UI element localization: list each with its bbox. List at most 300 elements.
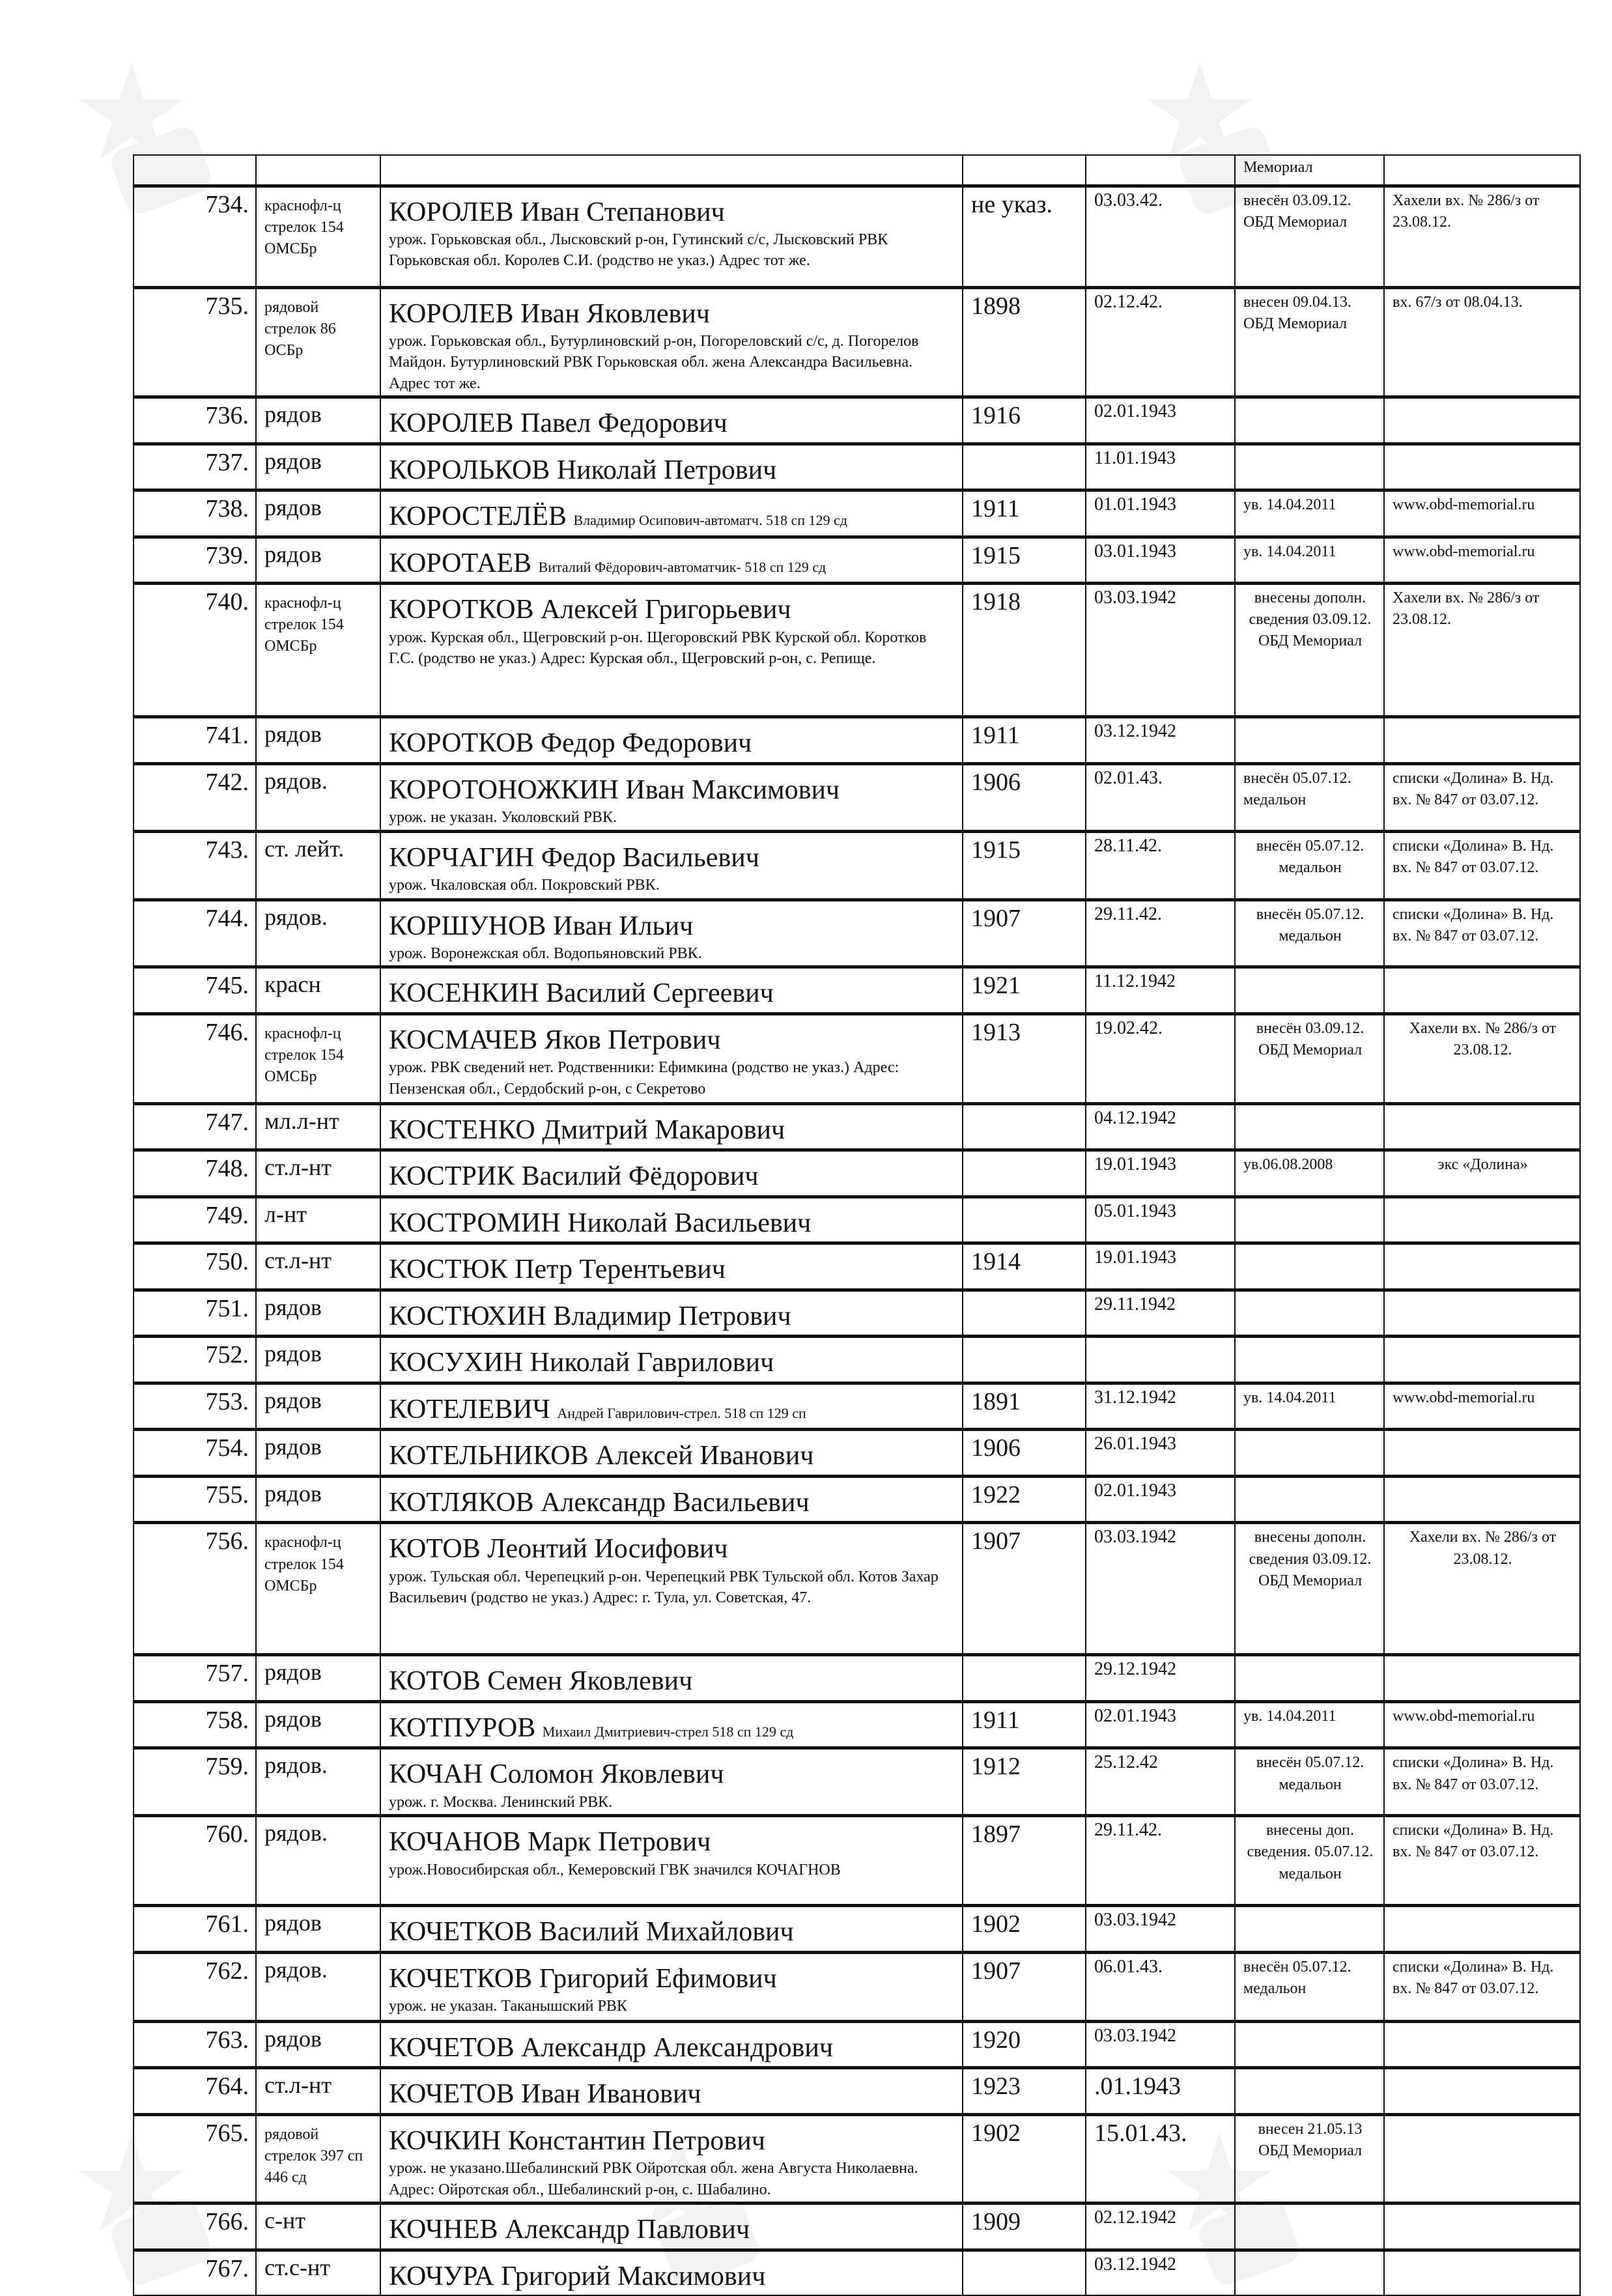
death-date: 11.01.1943 xyxy=(1094,447,1176,468)
table-row xyxy=(134,1523,1580,1655)
given-names: Василий Сергеевич xyxy=(546,978,774,1009)
cell-name xyxy=(380,2250,963,2295)
cell-note xyxy=(1235,1383,1384,1430)
cell-rank xyxy=(256,287,380,397)
surname: КОРОТКОВ xyxy=(389,595,534,625)
given-names: Яков Петрович xyxy=(544,1025,721,1055)
cell-source xyxy=(1384,900,1580,967)
given-names: Николай Васильевич xyxy=(567,1208,812,1238)
cell-year xyxy=(963,1103,1086,1150)
registration-note: ув. 14.04.2011 xyxy=(1243,1707,1336,1725)
cell-name xyxy=(380,831,963,900)
cell-note xyxy=(1235,1197,1384,1243)
cell-note xyxy=(1235,763,1384,831)
cell-source xyxy=(1384,584,1580,717)
surname: КОРОЛЬКОВ xyxy=(389,455,550,485)
full-name xyxy=(389,1957,955,1996)
full-name xyxy=(389,1387,955,1427)
source-reference: списки «Долина» В. Нд. вх. № 847 от 03.07.12. xyxy=(1393,837,1554,876)
cell-year xyxy=(963,584,1086,717)
death-date: 19.02.42. xyxy=(1094,1017,1163,1038)
death-date: 02.01.1943 xyxy=(1094,1705,1176,1726)
cell-name xyxy=(380,717,963,764)
full-name xyxy=(389,1481,955,1520)
cell-num xyxy=(134,2114,256,2203)
cell-rank xyxy=(256,763,380,831)
cell-note xyxy=(1235,1906,1384,1953)
rank-text: л-нт xyxy=(264,1200,307,1227)
birth-details: урож.Новосибирская обл., Кемеровский ГВК значился КОЧАГНОВ xyxy=(389,1861,841,1878)
cell-num xyxy=(134,444,256,490)
cell-rank xyxy=(256,1383,380,1430)
registration-note: ув.06.08.2008 xyxy=(1243,1156,1333,1174)
full-name xyxy=(389,1752,955,1792)
given-names: Алексей Иванович xyxy=(595,1441,814,1471)
registration-note: ув. 14.04.2011 xyxy=(1243,496,1336,514)
full-name xyxy=(389,2207,955,2247)
table-row xyxy=(134,1150,1580,1197)
birth-details: урож. не указан. Уколовский РВК. xyxy=(389,809,617,827)
death-date: 03.12.1942 xyxy=(1094,2254,1176,2275)
cell-name xyxy=(380,1952,963,2021)
table-row xyxy=(134,2204,1580,2250)
surname: КОСТЕНКО xyxy=(389,1114,535,1145)
cell-note xyxy=(1235,2021,1384,2068)
death-date: 03.03.1942 xyxy=(1094,588,1176,608)
full-name xyxy=(389,1910,955,1949)
full-name xyxy=(389,292,955,332)
birth-year: 1911 xyxy=(971,495,1020,523)
cell-num xyxy=(134,1103,256,1150)
full-name xyxy=(389,1018,955,1058)
registration-note: ув. 14.04.2011 xyxy=(1243,543,1336,560)
cell-num xyxy=(134,1430,256,1477)
cell-name xyxy=(380,397,963,444)
cell-date xyxy=(1086,1150,1235,1197)
cell-rank xyxy=(256,2021,380,2068)
death-date: 03.03.1942 xyxy=(1094,1527,1176,1548)
birth-year: 1891 xyxy=(971,1387,1021,1415)
cell-name xyxy=(380,763,963,831)
cell-note xyxy=(1235,186,1384,287)
cell-note xyxy=(1235,490,1384,537)
cell-year xyxy=(963,1952,1086,2021)
registration-note: внесены дополн. сведения 03.09.12. ОБД Мемориал xyxy=(1249,589,1372,650)
cell-date xyxy=(1086,1523,1235,1655)
record-number: 759. xyxy=(205,1753,249,1781)
record-number: 747. xyxy=(205,1108,249,1136)
birth-year: 1923 xyxy=(971,2073,1021,2101)
cell-name xyxy=(380,1150,963,1197)
table-row xyxy=(134,1906,1580,1953)
cell-num xyxy=(134,584,256,717)
death-date: 31.12.1942 xyxy=(1094,1387,1176,1408)
cell-source xyxy=(1384,831,1580,900)
death-date: 02.01.1943 xyxy=(1094,1480,1176,1501)
cell-name xyxy=(380,537,963,584)
rank-text: рядов. xyxy=(264,1820,328,1847)
source-reference: Хахели вх. № 286/з от 23.08.12. xyxy=(1409,1019,1557,1059)
cell-date xyxy=(1086,1383,1235,1430)
cell-source xyxy=(1384,1952,1580,2021)
given-names: Федор Федорович xyxy=(540,728,752,759)
surname: КОРОЛЕВ xyxy=(389,408,514,439)
surname: КОТЛЯКОВ xyxy=(389,1487,534,1518)
birth-year: 1911 xyxy=(971,722,1020,750)
full-name xyxy=(389,2119,955,2159)
surname: КОЧНЕВ xyxy=(389,2215,498,2245)
rank-text: рядов xyxy=(264,447,322,474)
record-number: 753. xyxy=(205,1387,249,1415)
given-names: Григорий Максимович xyxy=(501,2261,766,2291)
cell-rank xyxy=(256,1197,380,1243)
cell-name xyxy=(380,1523,963,1655)
birth-year: 1912 xyxy=(971,1753,1021,1781)
cell-date xyxy=(1086,155,1235,186)
surname: КОТОВ xyxy=(389,1666,481,1697)
death-date: 02.12.42. xyxy=(1094,291,1163,312)
birth-details: урож. Курская обл., Щегровский р-он. Щегоровский РВК Курской обл. Коротков Г.С. (родство не указ.) Адрес: Курская обл., Щегровский р-он, с. Репище. xyxy=(389,629,927,668)
full-name xyxy=(389,836,955,875)
cell-note xyxy=(1235,717,1384,764)
cell-num xyxy=(134,1337,256,1383)
cell-source xyxy=(1384,155,1580,186)
birth-details: урож. Тульская обл. Черепецкий р-он. Черепецкий РВК Тульской обл. Котов Захар Васильевич (родство не указ.) Адрес: г. Тула, ул. Советская, 47. xyxy=(389,1568,939,1607)
note-text: Мемориал xyxy=(1243,159,1313,176)
cell-rank xyxy=(256,1337,380,1383)
surname: КОТЕЛЕВИЧ xyxy=(389,1394,550,1424)
birth-year: 1920 xyxy=(971,2026,1021,2054)
cell-date xyxy=(1086,2114,1235,2203)
source-reference: списки «Долина» В. Нд. вх. № 847 от 03.07.12. xyxy=(1393,905,1554,944)
rank-text: рядов xyxy=(264,541,322,567)
given-names: Соломон Яковлевич xyxy=(489,1759,724,1790)
cell-name xyxy=(380,1383,963,1430)
cell-num xyxy=(134,1476,256,1523)
cell-year xyxy=(963,1655,1086,1702)
full-name xyxy=(389,1820,955,1860)
table-row xyxy=(134,1197,1580,1243)
cell-year xyxy=(963,1701,1086,1748)
record-number: 752. xyxy=(205,1341,249,1369)
cell-num xyxy=(134,1655,256,1702)
cell-note xyxy=(1235,1523,1384,1655)
cell-num xyxy=(134,1197,256,1243)
cell-name xyxy=(380,967,963,1014)
cell-note xyxy=(1235,2068,1384,2115)
registration-note: внесён 05.07.12. медальон xyxy=(1243,769,1351,808)
cell-rank xyxy=(256,1476,380,1523)
cell-date xyxy=(1086,967,1235,1014)
cell-year xyxy=(963,1523,1086,1655)
rank-text: рядов. xyxy=(264,903,328,930)
full-name xyxy=(389,1659,955,1699)
table-row xyxy=(134,584,1580,717)
full-name xyxy=(389,1247,955,1287)
cell-note xyxy=(1235,1150,1384,1197)
source-reference: www.obd-memorial.ru xyxy=(1393,543,1535,560)
full-name xyxy=(389,971,955,1011)
cell-note xyxy=(1235,1748,1384,1816)
given-names: Константин Петрович xyxy=(507,2125,765,2156)
full-name xyxy=(389,190,955,230)
cell-num xyxy=(134,186,256,287)
cell-year xyxy=(963,1337,1086,1383)
table-row xyxy=(134,444,1580,490)
record-number: 737. xyxy=(205,448,249,476)
cell-rank xyxy=(256,2250,380,2295)
cell-source xyxy=(1384,1655,1580,1702)
cell-source xyxy=(1384,1523,1580,1655)
birth-year: 1913 xyxy=(971,1018,1021,1046)
given-names: Дмитрий Макарович xyxy=(542,1114,785,1145)
birth-year: 1911 xyxy=(971,1706,1020,1734)
table-row xyxy=(134,287,1580,397)
record-number: 735. xyxy=(205,292,249,320)
cell-rank xyxy=(256,1243,380,1290)
cell-source xyxy=(1384,1290,1580,1337)
full-name xyxy=(389,1294,955,1334)
birth-details: урож. не указан. Таканышский РВК xyxy=(389,1998,627,2015)
cell-source xyxy=(1384,967,1580,1014)
full-name xyxy=(389,721,955,761)
death-date: 03.12.1942 xyxy=(1094,721,1176,742)
rank-text: краснофл-ц стрелок 154 ОМСБр xyxy=(264,595,344,655)
source-reference: экс «Долина» xyxy=(1437,1156,1528,1174)
cell-year xyxy=(963,1383,1086,1430)
record-number: 764. xyxy=(205,2073,249,2101)
cell-name xyxy=(380,2068,963,2115)
cell-date xyxy=(1086,1816,1235,1906)
cell-note xyxy=(1235,831,1384,900)
continuation-row xyxy=(134,155,1580,186)
death-date: 04.12.1942 xyxy=(1094,1107,1176,1128)
surname: КОЧАНОВ xyxy=(389,1827,521,1858)
record-number: 740. xyxy=(205,588,249,616)
cell-date xyxy=(1086,831,1235,900)
cell-date xyxy=(1086,1103,1235,1150)
rank-text: с-нт xyxy=(264,2207,305,2234)
cell-source xyxy=(1384,397,1580,444)
cell-note xyxy=(1235,287,1384,397)
surname: КОСМАЧЕВ xyxy=(389,1025,538,1055)
record-number: 742. xyxy=(205,768,249,796)
registration-note: внесён 05.07.12. медальон xyxy=(1256,837,1365,876)
given-names: Иван Степанович xyxy=(520,197,725,227)
full-name xyxy=(389,1527,955,1566)
memorial-register-table xyxy=(133,154,1581,2296)
rank-text: рядов xyxy=(264,1659,322,1686)
registration-note: внесён 05.07.12. медальон xyxy=(1256,905,1365,944)
cell-num xyxy=(134,1290,256,1337)
cell-note xyxy=(1235,1337,1384,1383)
cell-year xyxy=(963,2204,1086,2250)
cell-source xyxy=(1384,537,1580,584)
source-reference: www.obd-memorial.ru xyxy=(1393,1707,1535,1725)
full-name xyxy=(389,2254,955,2294)
birth-year: 1898 xyxy=(971,292,1021,320)
surname: КОТОВ xyxy=(389,1534,481,1565)
cell-num xyxy=(134,763,256,831)
cell-name xyxy=(380,1816,963,1906)
cell-year xyxy=(963,287,1086,397)
cell-date xyxy=(1086,397,1235,444)
cell-rank xyxy=(256,1952,380,2021)
table-row xyxy=(134,1290,1580,1337)
cell-date xyxy=(1086,2204,1235,2250)
cell-note xyxy=(1235,397,1384,444)
record-number: 755. xyxy=(205,1481,249,1509)
birth-year: 1921 xyxy=(971,972,1021,1000)
given-names: Павел Федорович xyxy=(520,408,728,439)
table-row xyxy=(134,2250,1580,2295)
given-names: Александр Александрович xyxy=(521,2032,833,2063)
record-number: 760. xyxy=(205,1821,249,1849)
cell-date xyxy=(1086,1952,1235,2021)
record-number: 757. xyxy=(205,1660,249,1688)
cell-note xyxy=(1235,967,1384,1014)
record-number: 741. xyxy=(205,722,249,750)
surname: КОРОТАЕВ xyxy=(389,548,532,578)
cell-year xyxy=(963,1197,1086,1243)
table-row xyxy=(134,1103,1580,1150)
cell-source xyxy=(1384,2204,1580,2250)
death-date: 19.01.1943 xyxy=(1094,1247,1176,1268)
given-names: Леонтий Иосифович xyxy=(487,1534,728,1565)
name-subtext: Виталий Фёдорович-автоматчик- 518 сп 129 сд xyxy=(538,558,827,575)
cell-num xyxy=(134,967,256,1014)
cell-year xyxy=(963,2250,1086,2295)
birth-year: 1918 xyxy=(971,588,1021,616)
record-number: 745. xyxy=(205,972,249,1000)
record-number: 758. xyxy=(205,1706,249,1734)
given-names: Семен Яковлевич xyxy=(487,1666,693,1697)
cell-source xyxy=(1384,1430,1580,1477)
rank-text: краснофл-ц стрелок 154 ОМСБр xyxy=(264,197,344,257)
cell-date xyxy=(1086,2021,1235,2068)
cell-rank xyxy=(256,1430,380,1477)
cell-note xyxy=(1235,1243,1384,1290)
surname: КОСТРИК xyxy=(389,1161,515,1192)
death-date: 29.11.42. xyxy=(1094,1820,1162,1841)
cell-name xyxy=(380,1655,963,1702)
cell-name xyxy=(380,1430,963,1477)
cell-year xyxy=(963,186,1086,287)
record-number: 734. xyxy=(205,190,249,218)
cell-date xyxy=(1086,1476,1235,1523)
given-names: Иван Ильич xyxy=(552,911,694,941)
birth-year: 1907 xyxy=(971,1957,1021,1985)
table-row xyxy=(134,967,1580,1014)
cell-note xyxy=(1235,1816,1384,1906)
cell-date xyxy=(1086,2250,1235,2295)
cell-name xyxy=(380,1013,963,1103)
death-date: 03.03.1942 xyxy=(1094,1910,1176,1931)
rank-text: ст.л-нт xyxy=(264,1247,332,1274)
cell-source xyxy=(1384,2114,1580,2203)
cell-year xyxy=(963,1816,1086,1906)
table-row xyxy=(134,831,1580,900)
table-row xyxy=(134,1013,1580,1103)
cell-date xyxy=(1086,537,1235,584)
cell-source xyxy=(1384,1476,1580,1523)
cell-name xyxy=(380,1337,963,1383)
death-date: 15.01.43. xyxy=(1094,2119,1187,2147)
cell-note xyxy=(1235,1013,1384,1103)
cell-name xyxy=(380,1476,963,1523)
cell-num xyxy=(134,537,256,584)
cell-source xyxy=(1384,1906,1580,1953)
table-row xyxy=(134,1337,1580,1383)
given-names: Николай Петрович xyxy=(556,455,777,485)
table-row xyxy=(134,1701,1580,1748)
cell-name xyxy=(380,1103,963,1150)
death-date: 02.12.1942 xyxy=(1094,2207,1176,2228)
cell-num xyxy=(134,1243,256,1290)
cell-num xyxy=(134,1701,256,1748)
cell-rank xyxy=(256,1013,380,1103)
cell-name xyxy=(380,444,963,490)
cell-date xyxy=(1086,1701,1235,1748)
cell-rank xyxy=(256,1906,380,1953)
registration-note: внесён 05.07.12. медальон xyxy=(1243,1958,1351,1997)
cell-year xyxy=(963,1748,1086,1816)
table-row xyxy=(134,186,1580,287)
given-names: Василий Михайлович xyxy=(539,1917,794,1948)
registration-note: внесены дополн. сведения 03.09.12. ОБД Мемориал xyxy=(1249,1529,1372,1589)
cell-year xyxy=(963,1290,1086,1337)
rank-text: рядовой стрелок 86 ОСБр xyxy=(264,298,336,359)
full-name xyxy=(389,401,955,441)
given-names: Иван Максимович xyxy=(625,774,840,805)
register-body xyxy=(134,155,1580,2295)
table-row xyxy=(134,490,1580,537)
table-row xyxy=(134,397,1580,444)
cell-num xyxy=(134,155,256,186)
death-date: 26.01.1943 xyxy=(1094,1434,1176,1454)
registration-note: внесён 05.07.12. медальон xyxy=(1256,1754,1365,1793)
birth-details: урож. Горьковская обл., Бутурлиновский р-он, Погореловский с/с, д. Погорелов Майдон. Бутурлиновский РВК Горьковская обл. жена Александра Васильевна. Адрес тот же. xyxy=(389,333,919,392)
rank-text: рядов xyxy=(264,721,322,748)
record-number: 761. xyxy=(205,1910,249,1938)
source-reference: Хахели вх. № 286/з от 23.08.12. xyxy=(1393,191,1540,231)
table-row xyxy=(134,1383,1580,1430)
source-reference: списки «Долина» В. Нд. вх. № 847 от 03.07.12. xyxy=(1393,769,1554,808)
name-subtext: Андрей Гаврилович-стрел. 518 сп 129 сп xyxy=(557,1404,806,1421)
cell-note xyxy=(1235,1952,1384,2021)
cell-source xyxy=(1384,2021,1580,2068)
birth-year: 1906 xyxy=(971,1434,1021,1462)
surname: КОРОТОНОЖКИН xyxy=(389,774,619,805)
birth-details: урож. Чкаловская обл. Покровский РВК. xyxy=(389,877,660,894)
birth-year: 1909 xyxy=(971,2208,1021,2236)
record-number: 746. xyxy=(205,1018,249,1046)
surname: КОРЧАГИН xyxy=(389,842,535,873)
full-name xyxy=(389,904,955,944)
registration-note: внесен 21.05.13 ОБД Мемориал xyxy=(1258,2120,1363,2159)
cell-num xyxy=(134,1383,256,1430)
full-name xyxy=(389,768,955,808)
cell-name xyxy=(380,490,963,537)
rank-text: рядов xyxy=(264,1705,322,1732)
cell-name xyxy=(380,1748,963,1816)
cell-rank xyxy=(256,584,380,717)
cell-rank xyxy=(256,444,380,490)
cell-source xyxy=(1384,1383,1580,1430)
cell-rank xyxy=(256,1290,380,1337)
cell-year xyxy=(963,1243,1086,1290)
birth-year: 1902 xyxy=(971,2119,1021,2147)
